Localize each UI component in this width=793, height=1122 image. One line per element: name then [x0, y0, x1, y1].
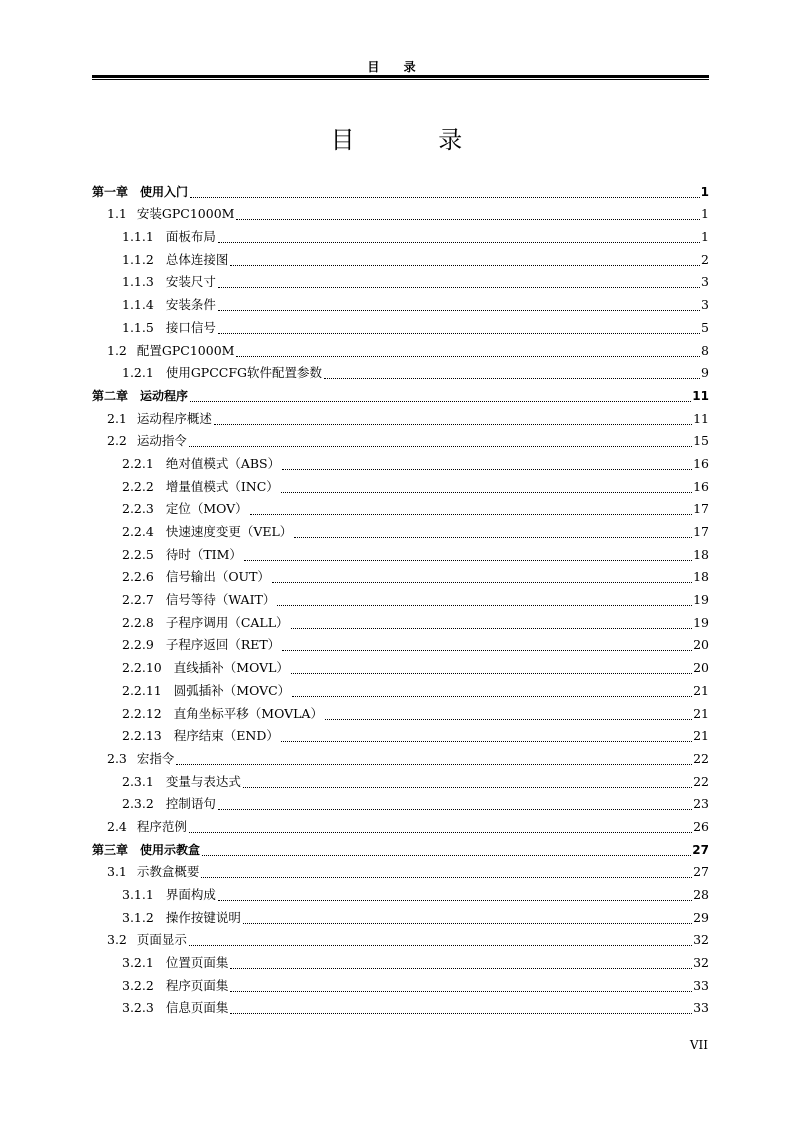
dot-leader [214, 423, 692, 425]
dot-leader [325, 718, 692, 720]
toc-entry-title: 程序页面集 [165, 977, 229, 993]
dot-leader [189, 944, 692, 946]
toc-entry[interactable] [92, 292, 709, 315]
toc-entry[interactable] [92, 814, 709, 837]
toc-entry-title: 待时（TIM） [165, 546, 242, 562]
toc-entry-number: 2.2.12 [122, 705, 162, 721]
toc-entry[interactable] [92, 565, 709, 588]
dot-leader [243, 922, 692, 924]
toc-entry[interactable] [92, 361, 709, 384]
dot-leader [176, 763, 692, 765]
dot-leader [190, 196, 700, 198]
toc-entry-number: 2.3.2 [122, 796, 154, 812]
toc-entry-title: 子程序返回（RET） [165, 637, 281, 653]
toc-entry-title: 操作按键说明 [165, 909, 241, 925]
dot-leader [236, 218, 700, 220]
dot-leader [281, 491, 692, 493]
toc-entry-page: 9 [701, 365, 709, 381]
dot-leader [282, 649, 692, 651]
toc-entry-page: 1 [701, 206, 709, 222]
toc-entry-number: 1.2.1 [122, 365, 154, 381]
toc-entry-number: 3.2 [107, 932, 127, 948]
toc-entry-title: 安装GPC1000M [136, 206, 235, 222]
toc-entry-number: 1.2 [107, 342, 127, 358]
toc-entry[interactable] [92, 542, 709, 565]
toc-entry[interactable] [92, 247, 709, 270]
toc-entry-title: 配置GPC1000M [136, 342, 235, 358]
dot-leader [218, 899, 692, 901]
toc-entry-page: 32 [693, 955, 709, 971]
toc-entry[interactable] [92, 837, 709, 860]
toc-entry[interactable] [92, 724, 709, 747]
dot-leader [292, 695, 692, 697]
toc-entry-number: 3.1.2 [122, 909, 154, 925]
toc-entry-page: 21 [693, 705, 709, 721]
toc-entry-number: 2.2.11 [122, 682, 162, 698]
toc-entry-page: 11 [692, 388, 709, 403]
toc-entry-title: 直角坐标平移（MOVLA） [173, 705, 323, 721]
toc-entry-number: 3.1.1 [122, 887, 154, 902]
toc-entry-number: 2.1 [107, 410, 127, 426]
toc-entry-page: 27 [692, 842, 709, 857]
toc-entry-title: 定位（MOV） [165, 501, 248, 517]
toc-entry-number: 2.2.5 [122, 546, 154, 562]
toc-entry-number: 2.2.3 [122, 501, 154, 517]
toc-entry-title: 信号输出（OUT） [165, 569, 270, 585]
toc-entry-title: 运动指令 [136, 433, 187, 449]
toc-entry-page: 2 [701, 251, 709, 267]
toc-entry-title: 快速速度变更（VEL） [165, 524, 293, 539]
toc-entry-title: 运动程序 [140, 388, 189, 403]
dot-leader [230, 967, 692, 969]
toc-entry-page: 19 [693, 592, 709, 608]
toc-entry-page: 8 [701, 342, 709, 358]
toc-entry-page: 20 [693, 660, 709, 676]
dot-leader [218, 332, 700, 334]
toc-entry-page: 22 [693, 773, 709, 789]
toc-entry-title: 位置页面集 [165, 955, 229, 971]
dot-leader [202, 854, 691, 856]
toc-entry-title: 页面显示 [136, 932, 187, 948]
toc-entry[interactable] [92, 406, 709, 429]
toc-entry-page: 21 [693, 728, 709, 744]
toc-entry-number: 1.1.4 [122, 297, 154, 313]
dot-leader [189, 831, 692, 833]
dot-leader [230, 264, 700, 266]
toc-entry[interactable] [92, 996, 709, 1019]
dot-leader [190, 400, 691, 402]
toc-entry-title: 控制语句 [165, 796, 216, 812]
toc-entry-title: 信息页面集 [165, 1000, 229, 1016]
toc-entry-title: 使用入门 [140, 184, 189, 199]
toc-entry-page: 3 [701, 274, 709, 290]
toc-entry[interactable] [92, 633, 709, 656]
toc-entry[interactable] [92, 224, 709, 247]
dot-leader [243, 786, 692, 788]
dot-leader [272, 581, 692, 583]
dot-leader [282, 468, 692, 470]
toc-entry-number: 2.2.8 [122, 614, 154, 630]
toc-entry-page: 29 [693, 909, 709, 925]
toc-entry-number: 2.2.10 [122, 660, 162, 676]
running-header-title: 目 录 [367, 60, 426, 74]
toc-entry-number: 1.1.3 [122, 274, 154, 290]
toc-entry-page: 22 [693, 750, 709, 766]
toc-entry[interactable] [92, 792, 709, 815]
toc-entry[interactable] [92, 383, 709, 406]
table-of-contents [92, 179, 709, 1018]
toc-entry-page: 3 [701, 297, 709, 313]
toc-entry-page: 21 [693, 682, 709, 698]
toc-entry-number: 2.2.9 [122, 637, 154, 653]
toc-entry-title: 使用GPCCFG软件配置参数 [165, 365, 322, 381]
toc-entry-title: 圆弧插补（MOVC） [173, 682, 291, 698]
toc-entry-number: 2.3.1 [122, 773, 154, 789]
toc-entry[interactable] [92, 860, 709, 883]
toc-entry[interactable] [92, 519, 709, 542]
dot-leader [291, 627, 693, 629]
toc-entry-number: 2.2.7 [122, 592, 154, 608]
toc-entry-page: 23 [693, 796, 709, 812]
dot-leader [236, 355, 700, 357]
dot-leader [218, 241, 700, 243]
toc-entry[interactable] [92, 610, 709, 633]
toc-entry[interactable] [92, 587, 709, 610]
toc-entry-page: 26 [693, 818, 709, 834]
toc-entry-title: 安装尺寸 [165, 274, 216, 290]
toc-entry-number: 1.1 [107, 206, 127, 222]
dot-leader [230, 1012, 692, 1014]
toc-entry-number: 2.2.13 [122, 728, 162, 744]
dot-leader [201, 876, 692, 878]
header-rule-thick [92, 75, 709, 78]
toc-entry[interactable] [92, 451, 709, 474]
toc-entry[interactable] [92, 950, 709, 973]
toc-entry-title: 绝对值模式（ABS） [165, 455, 281, 471]
toc-entry-page: 11 [693, 410, 709, 426]
toc-entry-title: 变量与表达式 [165, 773, 241, 789]
toc-entry-page: 5 [701, 319, 709, 335]
toc-entry[interactable] [92, 701, 709, 724]
toc-entry-number: 1.1.1 [122, 229, 154, 245]
toc-entry-title: 程序范例 [136, 818, 187, 834]
toc-entry-number: 2.2.2 [122, 478, 154, 494]
toc-entry-title: 直线插补（MOVL） [173, 660, 289, 676]
toc-entry-title: 接口信号 [165, 319, 216, 335]
toc-entry[interactable] [92, 882, 709, 905]
toc-entry-page: 32 [693, 932, 709, 948]
toc-entry[interactable] [92, 678, 709, 701]
toc-entry-number: 3.2.2 [122, 977, 154, 993]
toc-entry-page: 15 [693, 433, 709, 449]
toc-entry[interactable] [92, 497, 709, 520]
toc-entry-title: 程序结束（END） [173, 728, 279, 744]
toc-entry-title: 运动程序概述 [136, 410, 212, 426]
dot-leader [324, 377, 700, 379]
toc-entry[interactable] [92, 928, 709, 951]
dot-leader [244, 559, 692, 561]
toc-entry-page: 1 [701, 229, 709, 245]
toc-entry-number: 第三章 [92, 842, 129, 857]
toc-entry[interactable] [92, 905, 709, 928]
toc-entry-title: 增量值模式（INC） [165, 478, 279, 494]
toc-entry-page: 17 [693, 501, 709, 517]
toc-entry-title: 面板布局 [165, 229, 216, 245]
toc-entry-number: 2.2 [107, 433, 127, 449]
toc-entry[interactable] [92, 973, 709, 996]
toc-entry-page: 33 [693, 1000, 709, 1016]
toc-entry-page: 16 [693, 455, 709, 471]
toc-entry-title: 信号等待（WAIT） [165, 592, 276, 608]
toc-entry[interactable] [92, 655, 709, 678]
toc-entry[interactable] [92, 338, 709, 361]
toc-entry-number: 2.2.6 [122, 569, 154, 585]
toc-entry-number: 3.1 [107, 864, 127, 880]
toc-entry-number: 2.3 [107, 750, 127, 766]
toc-entry-number: 第二章 [92, 388, 129, 403]
toc-entry-title: 总体连接图 [165, 251, 229, 267]
toc-entry-number: 第一章 [92, 184, 129, 199]
toc-entry-title: 子程序调用（CALL） [165, 614, 289, 630]
toc-entry-page: 18 [693, 546, 709, 562]
dot-leader [230, 990, 692, 992]
toc-entry[interactable] [92, 179, 709, 202]
header-rule-thin [92, 79, 709, 80]
toc-entry-page: 28 [693, 887, 709, 902]
toc-entry[interactable] [92, 429, 709, 452]
toc-entry[interactable] [92, 769, 709, 792]
toc-entry-number: 1.1.2 [122, 251, 154, 267]
toc-entry[interactable] [92, 315, 709, 338]
dot-leader [294, 536, 692, 538]
page-number: VII [689, 1038, 708, 1052]
dot-leader [281, 740, 692, 742]
toc-entry-number: 2.2.1 [122, 455, 154, 471]
toc-entry[interactable] [92, 746, 709, 769]
toc-entry-title: 界面构成 [165, 887, 216, 902]
toc-entry-page: 20 [693, 637, 709, 653]
toc-entry-number: 3.2.1 [122, 955, 154, 971]
dot-leader [218, 808, 692, 810]
dot-leader [189, 445, 692, 447]
toc-entry[interactable] [92, 202, 709, 225]
dot-leader [218, 286, 700, 288]
toc-entry-page: 19 [693, 614, 709, 630]
toc-entry-page: 1 [700, 184, 709, 199]
toc-entry-number: 1.1.5 [122, 319, 154, 335]
toc-entry-page: 18 [693, 569, 709, 585]
toc-entry-page: 17 [693, 524, 709, 539]
dot-leader [277, 604, 692, 606]
toc-entry-page: 16 [693, 478, 709, 494]
dot-leader [291, 672, 692, 674]
toc-entry[interactable] [92, 270, 709, 293]
toc-entry-title: 使用示教盒 [140, 842, 201, 857]
toc-entry-number: 3.2.3 [122, 1000, 154, 1016]
toc-entry-number: 2.2.4 [122, 524, 154, 539]
toc-title: 目 录 [330, 126, 501, 154]
toc-entry-number: 2.4 [107, 818, 127, 834]
toc-entry-title: 安装条件 [165, 297, 216, 313]
toc-entry-page: 27 [693, 864, 709, 880]
dot-leader [218, 309, 700, 311]
toc-entry-page: 33 [693, 977, 709, 993]
dot-leader [250, 513, 692, 515]
toc-entry-title: 宏指令 [136, 750, 175, 766]
toc-entry[interactable] [92, 474, 709, 497]
toc-entry-title: 示教盒概要 [136, 864, 200, 880]
